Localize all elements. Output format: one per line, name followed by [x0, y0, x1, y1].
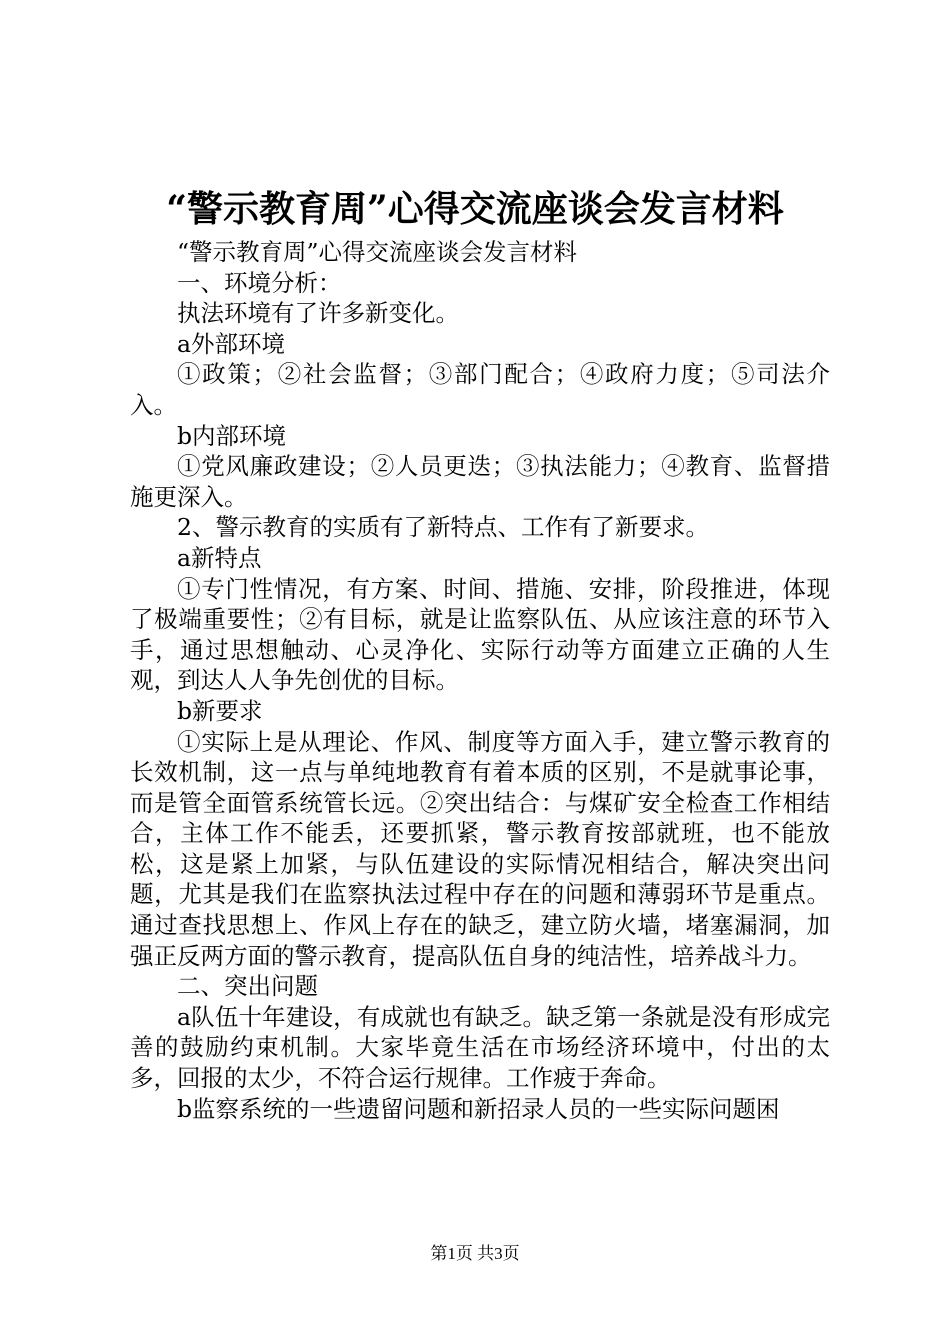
paragraph: a新特点: [177, 543, 262, 572]
paragraph: 一、环境分析：: [177, 268, 342, 297]
paragraph: a外部环境: [177, 329, 286, 358]
paragraph: ①政策；②社会监督；③部门配合；④政府力度；⑤司法介入。: [130, 360, 830, 419]
paragraph: b监察系统的一些遗留问题和新招录人员的一些实际问题困: [177, 1094, 780, 1123]
paragraph: 2、警示教育的实质有了新特点、工作有了新要求。: [177, 513, 709, 542]
paragraph: 二、突出问题: [177, 972, 318, 1001]
document-body: [130, 237, 830, 1124]
document-title: “警示教育周”心得交流座谈会发言材料: [166, 188, 784, 230]
page-number-footer: 第1页 共3页: [430, 1244, 520, 1263]
paragraph: b新要求: [177, 696, 263, 725]
paragraph: ①专门性情况，有方案、时间、措施、安排，阶段推进，体现了极端重要性；②有目标，就是让监察队伍、从应该注意的环节入手，通过思想触动、心灵净化、实际行动等方面建立正确的人生观，到达人人争先创优的目标。: [130, 574, 830, 695]
paragraph: a队伍十年建设，有成就也有缺乏。缺乏第一条就是没有形成完善的鼓励约束机制。大家毕竟生活在市场经济环境中，付出的太多，回报的太少，不符合运行规律。工作疲于奔命。: [130, 1002, 830, 1093]
paragraph: ①党风廉政建设；②人员更迭；③执法能力；④教育、监督措施更深入。: [130, 452, 830, 511]
paragraph: 执法环境有了许多新变化。: [177, 299, 459, 328]
document-subtitle: “警示教育周”心得交流座谈会发言材料: [177, 238, 578, 266]
paragraph: ①实际上是从理论、作风、制度等方面入手，建立警示教育的长效机制，这一点与单纯地教育有着本质的区别，不是就事论事，而是管全面管系统管长远。②突出结合：与煤矿安全检查工作相结合，主体工作不能丢，还要抓紧，警示教育按部就班，也不能放松，这是紧上加紧，与队伍建设的实际情况相结合，解决突出问题，尤其是我们在监察执法过程中存在的问题和薄弱环节是重点。通过查找思想上、作风上存在的缺乏，建立防火墙，堵塞漏洞，加强正反两方面的警示教育，提高队伍自身的纯洁性，培养战斗力。: [130, 727, 830, 970]
paragraph: b内部环境: [177, 421, 287, 450]
